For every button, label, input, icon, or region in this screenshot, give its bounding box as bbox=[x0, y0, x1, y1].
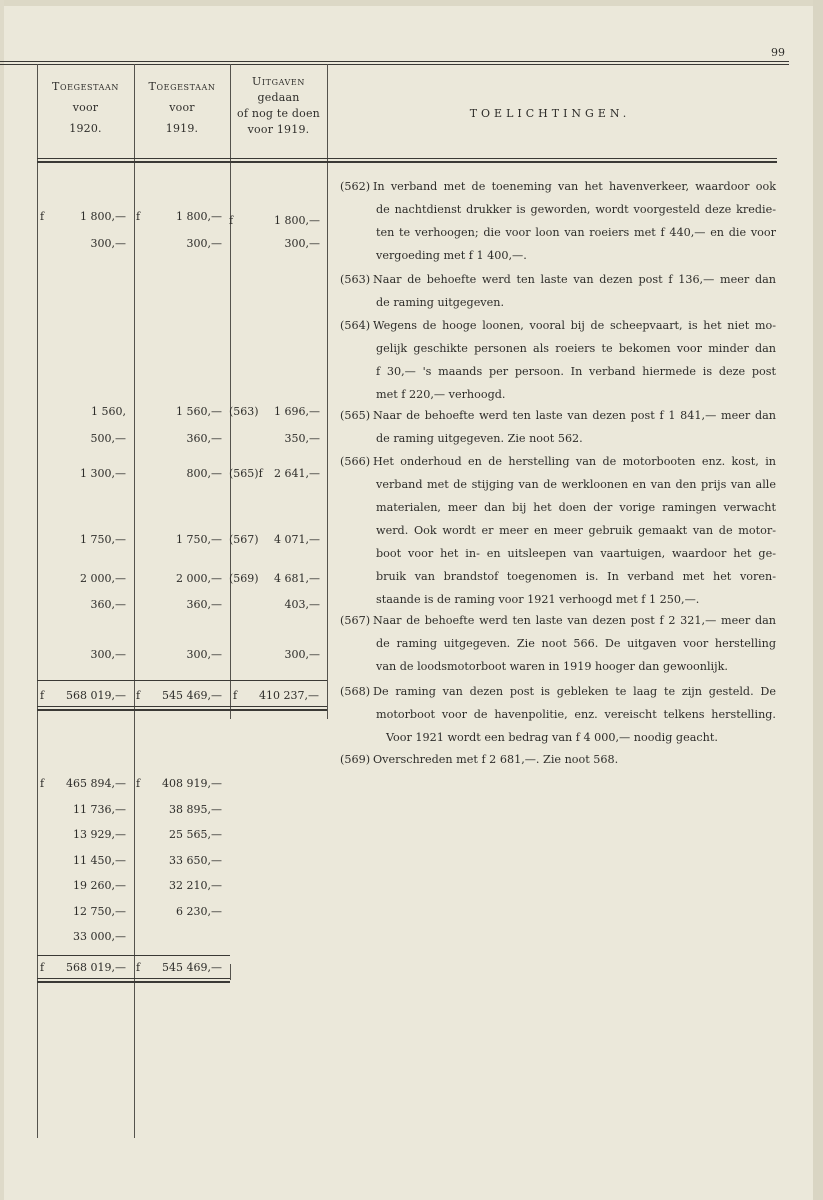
note-line: In verband met de toeneming van het havenverkeer, waardoor ook bbox=[373, 180, 776, 193]
note-line: Wegens de hooge loonen, vooral bij de scheepvaart, is het niet mo- bbox=[373, 319, 776, 332]
amount-value: 1 800,— bbox=[80, 210, 126, 223]
note-line: vergoeding met f 1 400,—. bbox=[376, 249, 527, 262]
note-line: de nachtdienst drukker is geworden, wordt voorgesteld deze kredie- bbox=[376, 203, 776, 216]
note-line: boot voor het in- en uitsleepen van vaartuigen, waardoor het ge- bbox=[376, 547, 776, 560]
amount-value: 12 750,— bbox=[73, 905, 126, 918]
note-line: f 30,— 's maands per persoon. In verband hiermede is deze post bbox=[376, 365, 776, 378]
note-line: De raming van dezen post is gebleken te laag te zijn gesteld. De bbox=[373, 685, 776, 698]
amount-prefix: f bbox=[229, 214, 234, 227]
amount-value: 1 696,— bbox=[274, 405, 320, 418]
header-col2: Toegestaan voor 1919. bbox=[148, 80, 216, 135]
amount-value: 360,— bbox=[90, 598, 126, 611]
note-ref: (569) bbox=[340, 753, 371, 766]
column-divider-1 bbox=[134, 64, 135, 1138]
page-edge-top bbox=[0, 0, 823, 6]
amount-value: 19 260,— bbox=[73, 879, 126, 892]
page-edge-right bbox=[813, 0, 823, 1200]
note-line: Voor 1921 wordt een bedrag van f 4 000,— noodig geacht. bbox=[386, 731, 718, 744]
column-divider-2b bbox=[230, 964, 231, 980]
note-line: gelijk geschikte personen als roeiers te bekomen voor minder dan bbox=[376, 342, 776, 355]
amount-value: 1 750,— bbox=[176, 533, 222, 546]
amount-value: 300,— bbox=[186, 648, 222, 661]
note-ref: (565) bbox=[340, 409, 371, 422]
amount-value: 360,— bbox=[186, 598, 222, 611]
amount-prefix: (567) bbox=[229, 533, 259, 546]
note-line: de raming uitgegeven. Zie noot 566. De uitgaven voor herstelling bbox=[376, 637, 776, 650]
amount-prefix: (563) bbox=[229, 405, 259, 418]
amount-value: 465 894,— bbox=[66, 777, 126, 790]
amount-value: 32 210,— bbox=[169, 879, 222, 892]
amount-value: 2 000,— bbox=[176, 572, 222, 585]
note-ref: (567) bbox=[340, 614, 371, 627]
note-line: bruik van brandstof toegenomen is. In verband met het voren- bbox=[376, 570, 776, 583]
note-line: Naar de behoefte werd ten laste van dezen post f 136,— meer dan bbox=[373, 273, 776, 286]
amount-prefix: (569) bbox=[229, 572, 259, 585]
amount-prefix: f bbox=[136, 777, 141, 790]
amount-value: 1 560,— bbox=[176, 405, 222, 418]
total1-bottom-rule-2 bbox=[37, 709, 327, 711]
top-rule-2 bbox=[0, 64, 789, 65]
total1-top-rule bbox=[37, 680, 327, 681]
amount-value: 350,— bbox=[284, 432, 320, 445]
amount-value: 300,— bbox=[186, 237, 222, 250]
note-ref: (564) bbox=[340, 319, 371, 332]
note-ref: (562) bbox=[340, 180, 371, 193]
amount-value: 300,— bbox=[90, 648, 126, 661]
note-line: staande is de raming voor 1921 verhoogd met f 1 250,—. bbox=[376, 593, 700, 606]
amount-value: 11 450,— bbox=[73, 854, 126, 867]
amount-prefix: f bbox=[136, 210, 141, 223]
amount-prefix: f bbox=[40, 210, 45, 223]
amount-value: 25 565,— bbox=[169, 828, 222, 841]
amount-value: 300,— bbox=[284, 237, 320, 250]
amount-value: 38 895,— bbox=[169, 803, 222, 816]
amount-value: 500,— bbox=[90, 432, 126, 445]
total2-top-rule bbox=[37, 955, 230, 956]
amount-value: 1 800,— bbox=[176, 210, 222, 223]
amount-value: 33 650,— bbox=[169, 854, 222, 867]
header-rule bbox=[37, 158, 777, 159]
amount-value: 4 071,— bbox=[274, 533, 320, 546]
amount-value: 1 560, bbox=[91, 405, 126, 418]
header-rule-2 bbox=[37, 161, 777, 163]
amount-value: 403,— bbox=[284, 598, 320, 611]
note-line: materialen, meer dan bij het doen der vorige ramingen verwacht bbox=[376, 501, 776, 514]
amount-value: 2 000,— bbox=[80, 572, 126, 585]
document-page: 99 Toegestaan voor 1920. Toegestaan voor 1919. Uitgaven gedaan of nog te doen voor 1919. TOELICHTINGEN. f 1 800,— f 1 800,— f 1 800,— 300,— 300,— 300,— 1 560, 1 560,— (563) 1 696,— 500,— 360,— 350,— 1 300,— 800,— (565)f 2 641,— 1 750,— 1 750,— (567) 4 071,— 2 000,— 2 000,— (569) 4 681,— 360,— 360,— 403,— 300,— 300,— 300,— f 568 019,— f 545 469,— f 410 237,— f 465 894,— f 408 919,— 11 736,— 38 895,— 13 929,— 25 565,— 11 450,— 33 650,— 19 260,— 32 210,— 12 750,— 6 230,— 33 000,— f 568 019,— f 545 469,— (562) In verband met de toeneming van het havenverkeer, waardoor ook de nachtdienst drukker is geworden, wordt voorgesteld deze kredie- ten te verhoogen; die voor loon van roeiers met f 440,— en die voor vergoeding met f 1 400,—. (563) Naar de behoefte werd ten laste van dezen post f 136,— meer dan de raming uitgegeven. (564) Wegens de hooge loonen, vooral bij de scheepvaart, is het niet mo- gelijk geschikte personen als roeiers te bekomen voor minder dan f 30,— 's maands per persoon. In verband hiermede is deze post met f 220,— verhoogd. (565) Naar de behoefte werd ten laste van dezen post f 1 841,— meer dan de raming uitgegeven. Zie noot 562. (566) Het onderhoud en de herstelling van de motorbooten enz. kost, in verband met de stijging van de werkloonen en van den prijs van alle materialen, meer dan bij het doen der vorige ramingen verwacht werd. Ook wordt er meer en meer gebruik gemaakt van de motor- boot voor het in- en uitsleepen van vaartuigen, waardoor het ge- bruik van brandstof toegenomen is. In verband met het voren- staande is de raming voor 1921 verhoogd met f 1 250,—. (567) Naar de behoefte werd ten laste van dezen post f 2 321,— meer dan de raming uitgegeven. Zie noot 566. De uitgaven voor herstelling van de loodsmotorboot waren in 1919 hooger dan gewoonlijk. (568) De raming van dezen post is gebleken te laag te zijn gesteld. De motorboot voor de havenpolitie, enz. vereischt telkens herstelling. Voor 1921 wordt een bedrag van f 4 000,— noodig geacht. (569) Overschreden met f 2 681,—. Zie noot 568. bbox=[0, 0, 823, 1200]
amount-value: 1 800,— bbox=[274, 214, 320, 227]
total1-bottom-rule bbox=[37, 706, 327, 707]
page-number: 99 bbox=[771, 46, 785, 59]
header-col1: Toegestaan voor 1920. bbox=[52, 80, 119, 135]
note-ref: (563) bbox=[340, 273, 371, 286]
note-line: Overschreden met f 2 681,—. Zie noot 568. bbox=[373, 753, 619, 766]
amount-prefix: (565)f bbox=[229, 467, 263, 480]
amount-value: 6 230,— bbox=[176, 905, 222, 918]
header-toelichtingen: TOELICHTINGEN. bbox=[469, 107, 631, 120]
note-line: Naar de behoefte werd ten laste van dezen post f 1 841,— meer dan bbox=[373, 409, 776, 422]
note-line: met f 220,— verhoogd. bbox=[376, 388, 506, 401]
note-line: ten te verhoogen; die voor loon van roeiers met f 440,— en die voor bbox=[376, 226, 776, 239]
amount-value: 4 681,— bbox=[274, 572, 320, 585]
amount-value: 1 750,— bbox=[80, 533, 126, 546]
amount-value: 11 736,— bbox=[73, 803, 126, 816]
note-line: de raming uitgegeven. Zie noot 562. bbox=[376, 432, 583, 445]
total2-bottom-rule-2 bbox=[37, 981, 230, 983]
amount-value: 2 641,— bbox=[274, 467, 320, 480]
column-divider-left bbox=[37, 64, 38, 1138]
amount-value: 13 929,— bbox=[73, 828, 126, 841]
note-line: werd. Ook wordt er meer en meer gebruik gemaakt van de motor- bbox=[376, 524, 776, 537]
note-ref: (566) bbox=[340, 455, 371, 468]
note-line: Het onderhoud en de herstelling van de motorbooten enz. kost, in bbox=[373, 455, 776, 468]
amount-value: 300,— bbox=[90, 237, 126, 250]
amount-value: 300,— bbox=[284, 648, 320, 661]
amount-value: 1 300,— bbox=[80, 467, 126, 480]
amount-value: 360,— bbox=[186, 432, 222, 445]
note-line: van de loodsmotorboot waren in 1919 hooger dan gewoonlijk. bbox=[376, 660, 728, 673]
note-line: Naar de behoefte werd ten laste van dezen post f 2 321,— meer dan bbox=[373, 614, 776, 627]
amount-prefix: f bbox=[40, 777, 45, 790]
amount-value: 408 919,— bbox=[162, 777, 222, 790]
page-edge-left bbox=[0, 0, 4, 1200]
amount-value: 800,— bbox=[186, 467, 222, 480]
note-line: verband met de stijging van de werkloonen en van den prijs van alle bbox=[376, 478, 776, 491]
header-col3: Uitgaven gedaan of nog te doen voor 1919. bbox=[237, 75, 320, 136]
top-rule bbox=[0, 61, 789, 62]
total2-bottom-rule bbox=[37, 978, 230, 979]
amount-value: 33 000,— bbox=[73, 930, 126, 943]
note-ref: (568) bbox=[340, 685, 371, 698]
note-line: de raming uitgegeven. bbox=[376, 296, 505, 309]
note-line: motorboot voor de havenpolitie, enz. vereischt telkens herstelling. bbox=[376, 708, 776, 721]
